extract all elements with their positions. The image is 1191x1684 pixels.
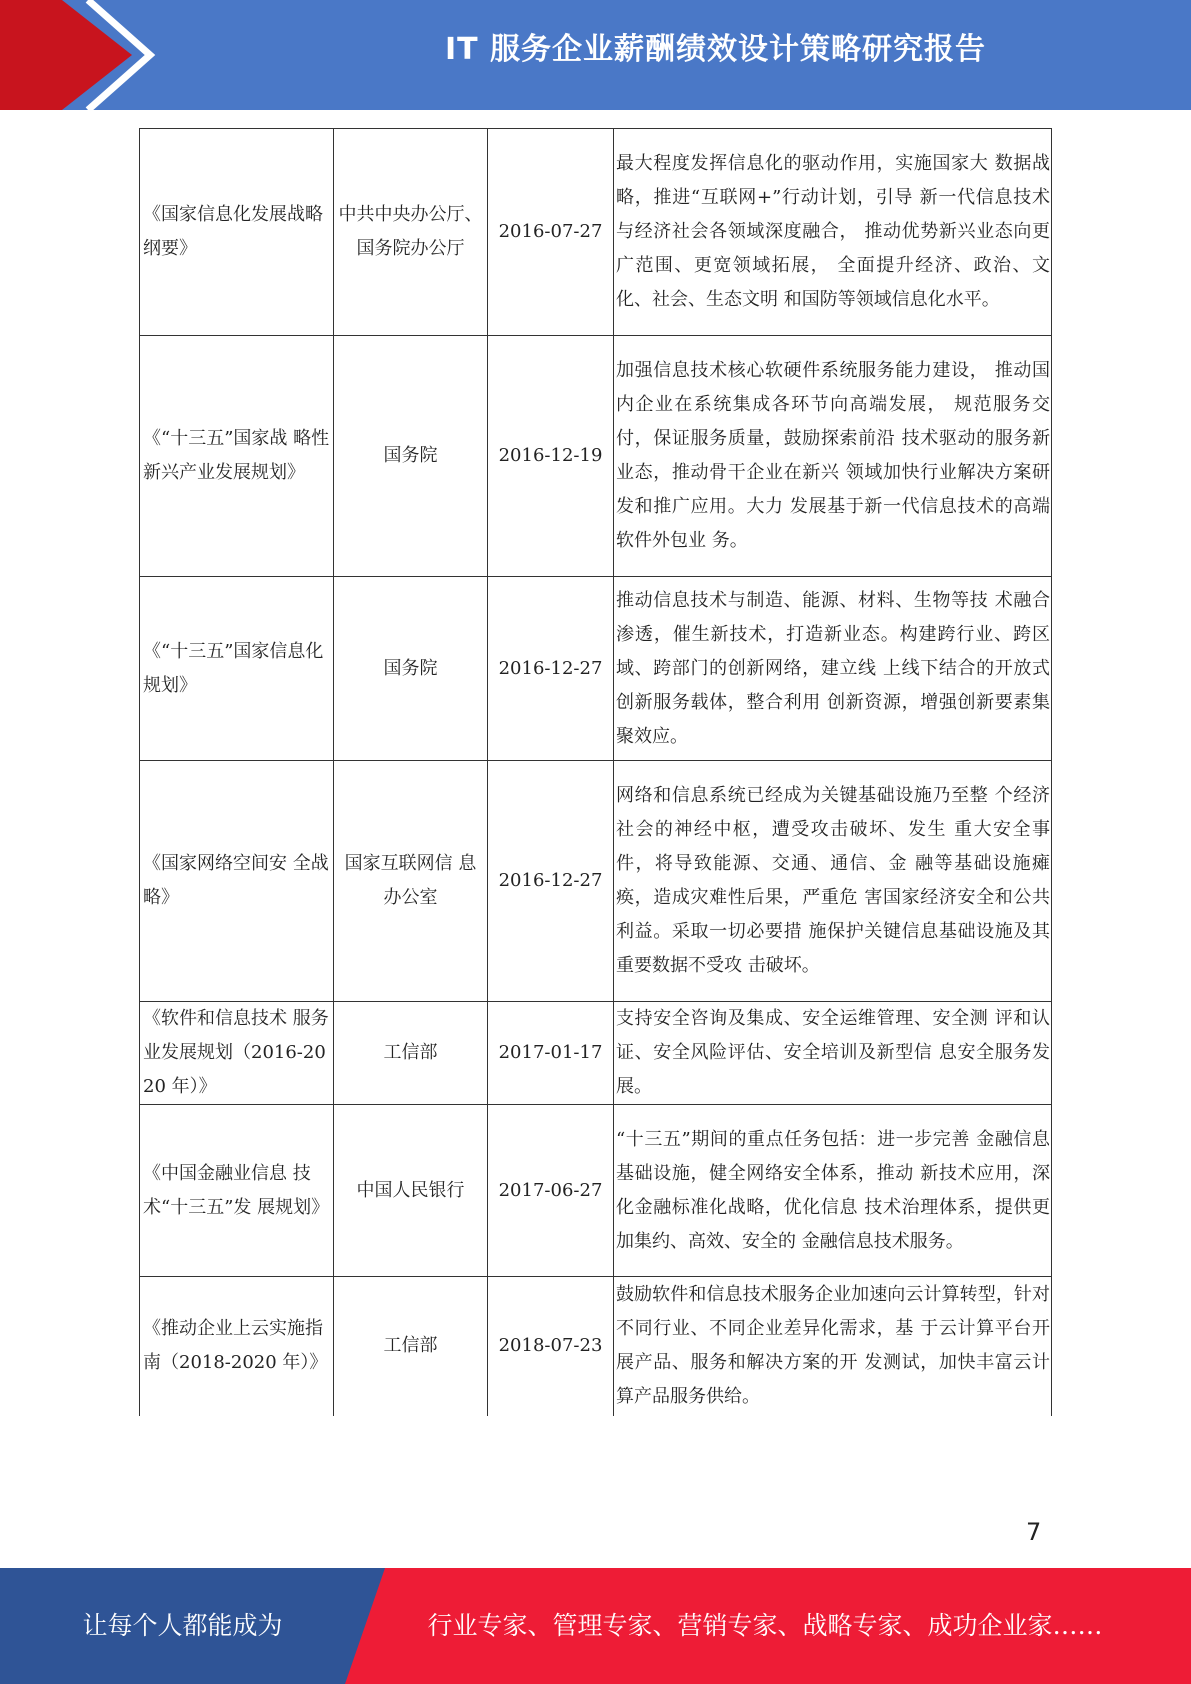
issuing-org: 国务院 <box>334 577 488 761</box>
policy-description: 支持安全咨询及集成、安全运维管理、安全测 评和认证、安全风险评估、安全培训及新型信 息安全服务发展。 <box>614 1002 1052 1105</box>
table-row <box>140 1277 1052 1416</box>
policy-description: 最大程度发挥信息化的驱动作用，实施国家大 数据战略，推进“互联网+”行动计划，引导 新一代信息技术与经济社会各领域深度融合， 推动优势新兴业态向更广范围、更宽领域拓展， 全面提升经济、政治、文化、社会、生态文明 和国防等领域信息化水平。 <box>614 129 1052 336</box>
issuing-org: 中国人民银行 <box>334 1105 488 1277</box>
footer-slogan-right: 行业专家、管理专家、营销专家、战略专家、成功企业家…… <box>427 1611 1103 1640</box>
policy-name: 《“十三五”国家战 略性新兴产业发展规划》 <box>140 336 334 577</box>
policy-description: 鼓励软件和信息技术服务企业加速向云计算转型，针对不同行业、不同企业差异化需求，基 于云计算平台开展产品、服务和解决方案的开 发测试，加快丰富云计算产品服务供给。 <box>614 1277 1052 1416</box>
page-header <box>0 0 1191 110</box>
table-row <box>140 761 1052 1002</box>
policy-description: 加强信息技术核心软硬件系统服务能力建设， 推动国内企业在系统集成各环节向高端发展， 规范服务交付，保证服务质量，鼓励探索前沿 技术驱动的服务新业态，推动骨干企业在新兴 领域加快行业解决方案研发和推广应用。大力 发展基于新一代信息技术的高端软件外包业 务。 <box>614 336 1052 577</box>
issue-date: 2016-12-27 <box>488 761 614 1002</box>
issuing-org: 国务院 <box>334 336 488 577</box>
table-row <box>140 1002 1052 1105</box>
page-number: 7 <box>1026 1518 1042 1546</box>
issue-date: 2016-07-27 <box>488 129 614 336</box>
footer-slogan-left: 让每个人都能成为 <box>82 1611 283 1640</box>
page-footer <box>0 1568 1191 1684</box>
table-row <box>140 336 1052 577</box>
issue-date: 2017-01-17 <box>488 1002 614 1105</box>
policy-description: 推动信息技术与制造、能源、材料、生物等技 术融合渗透，催生新技术，打造新业态。构建跨行业、跨区域、跨部门的创新网络，建立线 上线下结合的开放式创新服务载体，整合利用 创新资源，增强创新要素集聚效应。 <box>614 577 1052 761</box>
issue-date: 2016-12-27 <box>488 577 614 761</box>
policy-name: 《国家信息化发展战略纲要》 <box>140 129 334 336</box>
table-row <box>140 577 1052 761</box>
policy-description: 网络和信息系统已经成为关键基础设施乃至整 个经济社会的神经中枢，遭受攻击破坏、发生 重大安全事件，将导致能源、交通、通信、金 融等基础设施瘫痪，造成灾难性后果，严重危 害国家经济安全和公共利益。采取一切必要措 施保护关键信息基础设施及其重要数据不受攻 击破坏。 <box>614 761 1052 1002</box>
issue-date: 2016-12-19 <box>488 336 614 577</box>
policy-description: “十三五”期间的重点任务包括：进一步完善 金融信息基础设施，健全网络安全体系，推动 新技术应用，深化金融标准化战略，优化信息 技术治理体系，提供更加集约、高效、安全的 金融信息技术服务。 <box>614 1105 1052 1277</box>
policy-table <box>139 128 1051 1416</box>
issuing-org: 工信部 <box>334 1277 488 1416</box>
table-row <box>140 129 1052 336</box>
policy-name: 《国家网络空间安 全战略》 <box>140 761 334 1002</box>
policy-name: 《软件和信息技术 服务业发展规划（2016-2020 年）》 <box>140 1002 334 1105</box>
issuing-org: 中共中央办公厅、国务院办公厅 <box>334 129 488 336</box>
issue-date: 2018-07-23 <box>488 1277 614 1416</box>
issue-date: 2017-06-27 <box>488 1105 614 1277</box>
policy-name: 《“十三五”国家信息化规划》 <box>140 577 334 761</box>
issuing-org: 工信部 <box>334 1002 488 1105</box>
issuing-org: 国家互联网信 息办公室 <box>334 761 488 1002</box>
table-row <box>140 1105 1052 1277</box>
policy-name: 《推动企业上云实施指南（2018-2020 年）》 <box>140 1277 334 1416</box>
report-title: IT 服务企业薪酬绩效设计策略研究报告 <box>444 32 987 67</box>
policy-name: 《中国金融业信息 技术“十三五”发 展规划》 <box>140 1105 334 1277</box>
